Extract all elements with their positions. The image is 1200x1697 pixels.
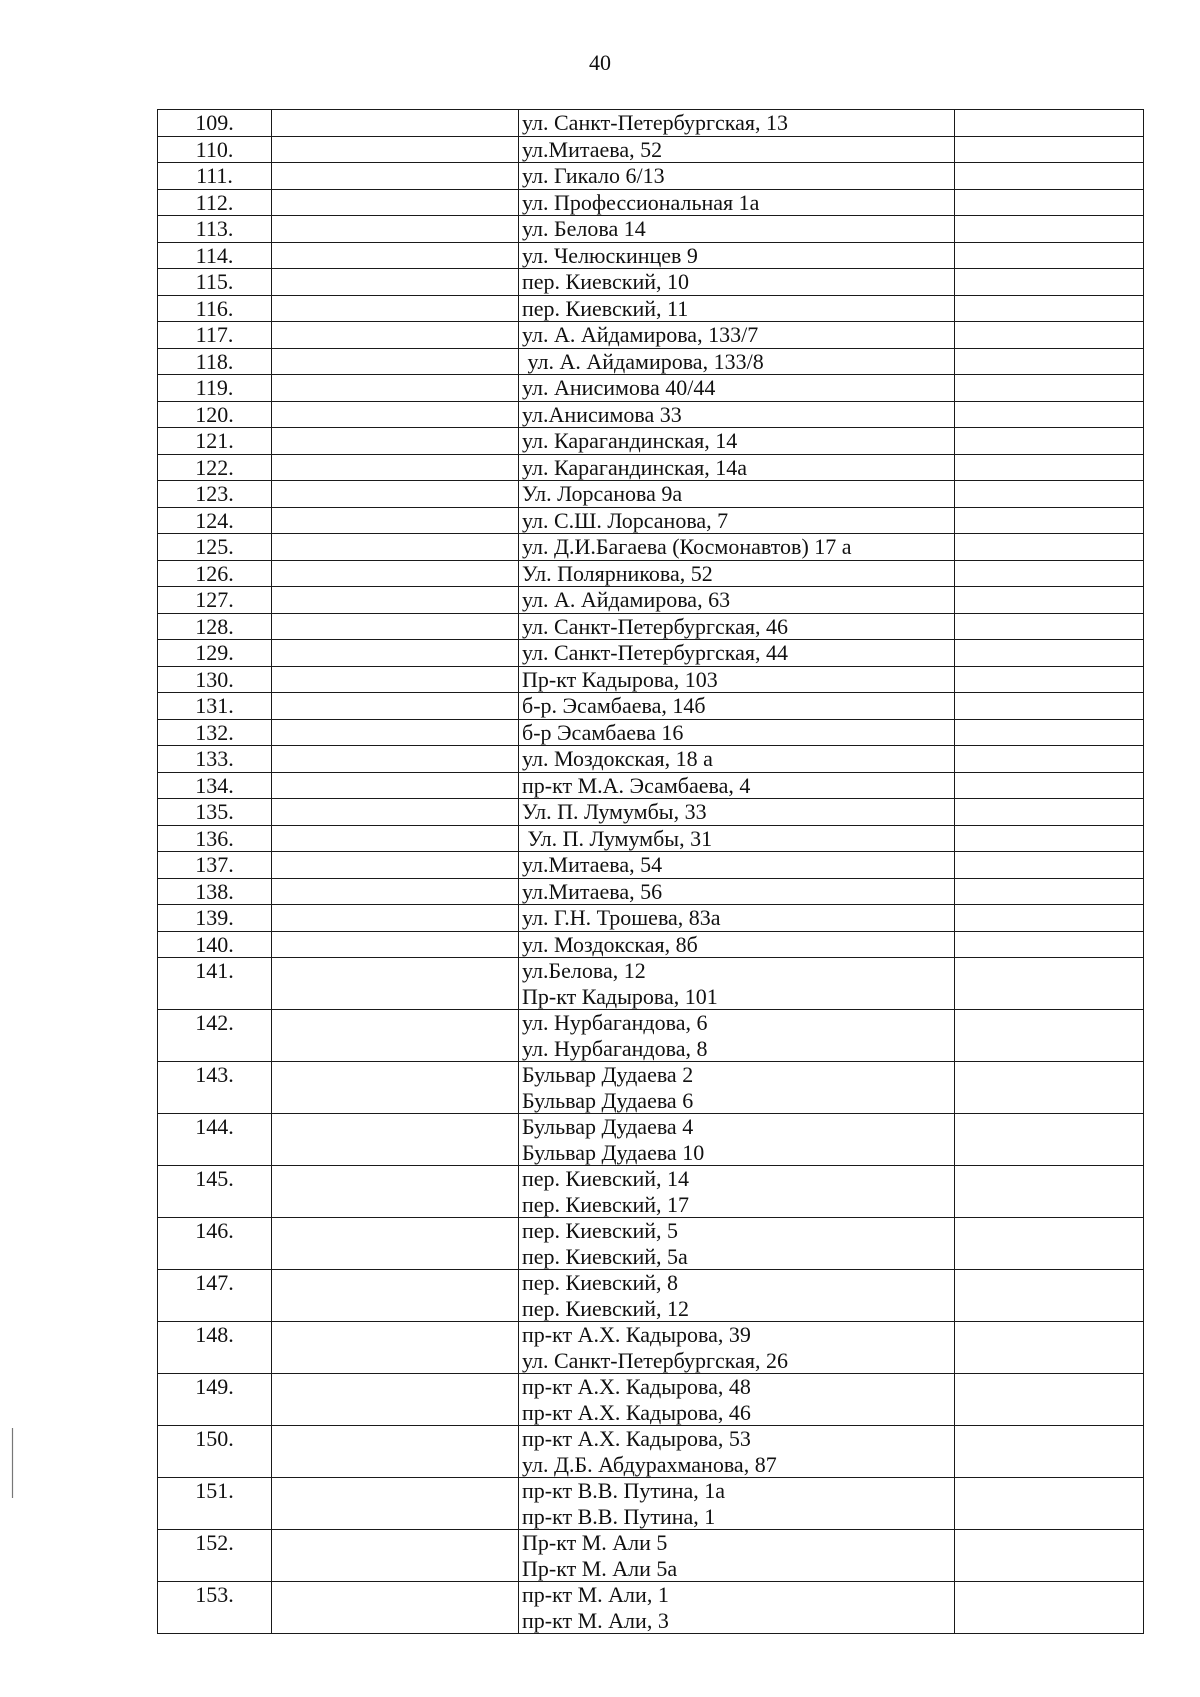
table-row: [158, 348, 1144, 375]
name-cell: [272, 401, 519, 428]
name-cell: [272, 216, 519, 243]
table-row: [158, 1166, 1144, 1218]
address-cell: [519, 587, 955, 614]
table-row: [158, 1322, 1144, 1374]
address-cell: [519, 295, 955, 322]
address-cell: [519, 640, 955, 667]
address-cell: [519, 1270, 955, 1322]
name-cell: [272, 878, 519, 905]
address-line: пер. Киевский, 5а: [522, 1243, 688, 1269]
row-number: 112.: [158, 189, 272, 216]
address-line: ул. Белова 14: [522, 216, 646, 241]
notes-cell: [955, 560, 1144, 587]
table-row: [158, 401, 1144, 428]
page-number: 40: [589, 50, 611, 75]
address-cell: [519, 1166, 955, 1218]
name-cell: [272, 905, 519, 932]
table-row: [158, 905, 1144, 932]
address-line: Бульвар Дудаева 2: [522, 1062, 694, 1087]
notes-cell: [955, 216, 1144, 243]
name-cell: [272, 189, 519, 216]
name-cell: [272, 534, 519, 561]
address-line: ул. Челюскинцев 9: [522, 242, 698, 268]
notes-cell: [955, 454, 1144, 481]
table-row: [158, 189, 1144, 216]
address-cell: [519, 242, 955, 269]
name-cell: [272, 375, 519, 402]
address-line: ул. А. Айдамирова, 133/8: [522, 348, 764, 374]
table-row: [158, 719, 1144, 746]
name-cell: [272, 428, 519, 455]
address-line: пер. Киевский, 5: [522, 1218, 679, 1243]
table-row: [158, 507, 1144, 534]
address-line: ул. Анисимова 40/44: [522, 375, 716, 400]
name-cell: [272, 454, 519, 481]
address-cell: [519, 560, 955, 587]
name-cell: [272, 1218, 519, 1270]
name-cell: [272, 1322, 519, 1374]
address-line: б-р Эсамбаева 16: [522, 719, 684, 745]
address-line: ул. Санкт-Петербургская, 46: [522, 613, 788, 639]
address-cell: [519, 1582, 955, 1634]
address-cell: [519, 375, 955, 402]
notes-cell: [955, 1114, 1144, 1166]
notes-cell: [955, 1010, 1144, 1062]
address-line: б-р. Эсамбаева, 14б: [522, 693, 706, 718]
table-row: [158, 613, 1144, 640]
row-number: 144.: [158, 1114, 272, 1166]
table-row: [158, 640, 1144, 667]
row-number: 139.: [158, 905, 272, 932]
notes-cell: [955, 322, 1144, 349]
table-row: [158, 1270, 1144, 1322]
address-line: Пр-кт Кадырова, 101: [522, 983, 718, 1009]
notes-cell: [955, 189, 1144, 216]
address-line: Бульвар Дудаева 6: [522, 1087, 694, 1113]
name-cell: [272, 799, 519, 826]
name-cell: [272, 322, 519, 349]
address-line: пр-кт А.Х. Кадырова, 53: [522, 1426, 751, 1451]
row-number: 150.: [158, 1426, 272, 1478]
table-row: [158, 1114, 1144, 1166]
name-cell: [272, 640, 519, 667]
table-row: [158, 772, 1144, 799]
address-line: Пр-кт Кадырова, 103: [522, 666, 718, 692]
address-cell: [519, 401, 955, 428]
table-row: [158, 746, 1144, 773]
address-line: ул. Профессиональная 1а: [522, 189, 760, 215]
name-cell: [272, 1426, 519, 1478]
address-line: ул. Нурбагандова, 8: [522, 1035, 708, 1061]
row-number: 115.: [158, 269, 272, 296]
table-row: [158, 587, 1144, 614]
address-cell: [519, 1374, 955, 1426]
row-number: 143.: [158, 1062, 272, 1114]
notes-cell: [955, 295, 1144, 322]
row-number: 148.: [158, 1322, 272, 1374]
address-line: Пр-кт М. Али 5: [522, 1530, 668, 1555]
notes-cell: [955, 746, 1144, 773]
table-row: [158, 534, 1144, 561]
address-cell: [519, 1530, 955, 1582]
address-cell: [519, 481, 955, 508]
table-row: [158, 560, 1144, 587]
address-line: пр-кт В.В. Путина, 1: [522, 1503, 716, 1529]
address-cell: [519, 1114, 955, 1166]
address-cell: [519, 534, 955, 561]
name-cell: [272, 136, 519, 163]
row-number: 123.: [158, 481, 272, 508]
address-cell: [519, 878, 955, 905]
table-row: [158, 269, 1144, 296]
row-number: 133.: [158, 746, 272, 773]
address-cell: [519, 905, 955, 932]
row-number: 140.: [158, 931, 272, 958]
name-cell: [272, 110, 519, 137]
notes-cell: [955, 1166, 1144, 1218]
address-line: Пр-кт М. Али 5а: [522, 1555, 678, 1581]
notes-cell: [955, 772, 1144, 799]
notes-cell: [955, 825, 1144, 852]
row-number: 129.: [158, 640, 272, 667]
name-cell: [272, 1478, 519, 1530]
address-line: пр-кт А.Х. Кадырова, 46: [522, 1399, 751, 1425]
name-cell: [272, 348, 519, 375]
table-row: [158, 666, 1144, 693]
address-cell: [519, 1322, 955, 1374]
address-line: ул.Митаева, 54: [522, 852, 663, 877]
notes-cell: [955, 1478, 1144, 1530]
address-cell: [519, 136, 955, 163]
table-row: [158, 428, 1144, 455]
address-cell: [519, 852, 955, 879]
notes-cell: [955, 640, 1144, 667]
address-table-body: [158, 110, 1144, 1634]
table-row: [158, 1218, 1144, 1270]
address-line: пер. Киевский, 8: [522, 1270, 679, 1295]
address-table-container: [157, 109, 1143, 1634]
address-cell: [519, 322, 955, 349]
row-number: 134.: [158, 772, 272, 799]
address-cell: [519, 799, 955, 826]
address-cell: [519, 163, 955, 190]
address-table: [157, 109, 1144, 1634]
row-number: 141.: [158, 958, 272, 1010]
row-number: 142.: [158, 1010, 272, 1062]
name-cell: [272, 719, 519, 746]
name-cell: [272, 242, 519, 269]
row-number: 114.: [158, 242, 272, 269]
notes-cell: [955, 1374, 1144, 1426]
address-cell: [519, 216, 955, 243]
address-cell: [519, 746, 955, 773]
notes-cell: [955, 587, 1144, 614]
notes-cell: [955, 1270, 1144, 1322]
table-row: [158, 1374, 1144, 1426]
row-number: 130.: [158, 666, 272, 693]
address-cell: [519, 1478, 955, 1530]
address-line: ул.Митаева, 56: [522, 878, 663, 904]
table-row: [158, 878, 1144, 905]
row-number: 149.: [158, 1374, 272, 1426]
address-line: ул. Карагандинская, 14: [522, 428, 738, 453]
row-number: 137.: [158, 852, 272, 879]
table-row: [158, 1530, 1144, 1582]
table-row: [158, 693, 1144, 720]
address-line: пер. Киевский, 14: [522, 1166, 690, 1191]
name-cell: [272, 481, 519, 508]
notes-cell: [955, 1530, 1144, 1582]
name-cell: [272, 1374, 519, 1426]
address-cell: [519, 719, 955, 746]
address-cell: [519, 958, 955, 1010]
address-cell: [519, 348, 955, 375]
row-number: 138.: [158, 878, 272, 905]
address-line: ул. Моздокская, 18 а: [522, 746, 713, 771]
address-line: ул. С.Ш. Лорсанова, 7: [522, 507, 729, 533]
row-number: 145.: [158, 1166, 272, 1218]
table-row: [158, 454, 1144, 481]
address-cell: [519, 666, 955, 693]
address-cell: [519, 1062, 955, 1114]
row-number: 147.: [158, 1270, 272, 1322]
name-cell: [272, 1062, 519, 1114]
address-line: Ул. Лорсанова 9а: [522, 481, 683, 506]
notes-cell: [955, 799, 1144, 826]
row-number: 131.: [158, 693, 272, 720]
name-cell: [272, 295, 519, 322]
notes-cell: [955, 852, 1144, 879]
name-cell: [272, 931, 519, 958]
address-line: Бульвар Дудаева 4: [522, 1114, 694, 1139]
row-number: 109.: [158, 110, 272, 137]
address-cell: [519, 772, 955, 799]
address-line: ул. Санкт-Петербургская, 13: [522, 110, 788, 135]
row-number: 120.: [158, 401, 272, 428]
address-line: пер. Киевский, 10: [522, 269, 690, 294]
row-number: 111.: [158, 163, 272, 190]
notes-cell: [955, 348, 1144, 375]
row-number: 126.: [158, 560, 272, 587]
row-number: 152.: [158, 1530, 272, 1582]
row-number: 151.: [158, 1478, 272, 1530]
row-number: 119.: [158, 375, 272, 402]
notes-cell: [955, 1426, 1144, 1478]
table-row: [158, 163, 1144, 190]
name-cell: [272, 1582, 519, 1634]
address-line: пер. Киевский, 12: [522, 1295, 690, 1321]
address-line: Ул. Полярникова, 52: [522, 560, 713, 586]
name-cell: [272, 1270, 519, 1322]
notes-cell: [955, 931, 1144, 958]
address-line: Бульвар Дудаева 10: [522, 1139, 705, 1165]
notes-cell: [955, 1582, 1144, 1634]
name-cell: [272, 269, 519, 296]
row-number: 132.: [158, 719, 272, 746]
notes-cell: [955, 375, 1144, 402]
notes-cell: [955, 481, 1144, 508]
notes-cell: [955, 905, 1144, 932]
notes-cell: [955, 1218, 1144, 1270]
notes-cell: [955, 693, 1144, 720]
notes-cell: [955, 136, 1144, 163]
address-cell: [519, 507, 955, 534]
table-row: [158, 216, 1144, 243]
address-line: ул. Г.Н. Трошева, 83а: [522, 905, 721, 930]
address-line: пр-кт М.А. Эсамбаева, 4: [522, 772, 751, 798]
name-cell: [272, 163, 519, 190]
table-row: [158, 110, 1144, 137]
row-number: 113.: [158, 216, 272, 243]
notes-cell: [955, 507, 1144, 534]
row-number: 125.: [158, 534, 272, 561]
name-cell: [272, 1166, 519, 1218]
table-row: [158, 242, 1144, 269]
address-cell: [519, 693, 955, 720]
address-line: пр-кт М. Али, 1: [522, 1582, 669, 1607]
row-number: 153.: [158, 1582, 272, 1634]
address-cell: [519, 269, 955, 296]
notes-cell: [955, 534, 1144, 561]
address-cell: [519, 825, 955, 852]
table-row: [158, 799, 1144, 826]
table-row: [158, 931, 1144, 958]
row-number: 117.: [158, 322, 272, 349]
table-row: [158, 1478, 1144, 1530]
notes-cell: [955, 878, 1144, 905]
notes-cell: [955, 163, 1144, 190]
table-row: [158, 825, 1144, 852]
notes-cell: [955, 401, 1144, 428]
address-line: пр-кт М. Али, 3: [522, 1607, 669, 1633]
name-cell: [272, 772, 519, 799]
notes-cell: [955, 110, 1144, 137]
row-number: 135.: [158, 799, 272, 826]
notes-cell: [955, 269, 1144, 296]
row-number: 110.: [158, 136, 272, 163]
table-row: [158, 375, 1144, 402]
margin-mark: [11, 1428, 14, 1498]
address-line: ул. Нурбагандова, 6: [522, 1010, 708, 1035]
table-row: [158, 958, 1144, 1010]
table-row: [158, 136, 1144, 163]
address-line: пр-кт А.Х. Кадырова, 39: [522, 1322, 751, 1347]
row-number: 124.: [158, 507, 272, 534]
name-cell: [272, 1010, 519, 1062]
table-row: [158, 322, 1144, 349]
address-cell: [519, 613, 955, 640]
table-row: [158, 1582, 1144, 1634]
name-cell: [272, 746, 519, 773]
address-line: пр-кт А.Х. Кадырова, 48: [522, 1374, 751, 1399]
row-number: 136.: [158, 825, 272, 852]
table-row: [158, 481, 1144, 508]
address-line: пер. Киевский, 11: [522, 295, 689, 321]
address-line: Ул. П. Лумумбы, 31: [522, 825, 713, 851]
address-line: пер. Киевский, 17: [522, 1191, 690, 1217]
row-number: 122.: [158, 454, 272, 481]
address-line: Ул. П. Лумумбы, 33: [522, 799, 707, 824]
address-line: ул.Белова, 12: [522, 958, 646, 983]
name-cell: [272, 666, 519, 693]
notes-cell: [955, 666, 1144, 693]
name-cell: [272, 825, 519, 852]
row-number: 128.: [158, 613, 272, 640]
notes-cell: [955, 1062, 1144, 1114]
address-line: пр-кт В.В. Путина, 1а: [522, 1478, 726, 1503]
notes-cell: [955, 1322, 1144, 1374]
row-number: 127.: [158, 587, 272, 614]
row-number: 118.: [158, 348, 272, 375]
address-cell: [519, 1426, 955, 1478]
address-line: ул. А. Айдамирова, 63: [522, 587, 731, 612]
row-number: 121.: [158, 428, 272, 455]
address-line: ул.Анисимова 33: [522, 401, 682, 427]
address-line: ул. Д.Б. Абдурахманова, 87: [522, 1451, 777, 1477]
name-cell: [272, 507, 519, 534]
name-cell: [272, 1530, 519, 1582]
name-cell: [272, 587, 519, 614]
address-line: ул. Санкт-Петербургская, 26: [522, 1347, 788, 1373]
name-cell: [272, 560, 519, 587]
address-line: ул. Санкт-Петербургская, 44: [522, 640, 788, 665]
table-row: [158, 852, 1144, 879]
table-row: [158, 1426, 1144, 1478]
name-cell: [272, 613, 519, 640]
address-line: ул.Митаева, 52: [522, 136, 663, 162]
row-number: 146.: [158, 1218, 272, 1270]
name-cell: [272, 693, 519, 720]
address-cell: [519, 1218, 955, 1270]
notes-cell: [955, 958, 1144, 1010]
address-cell: [519, 454, 955, 481]
table-row: [158, 1010, 1144, 1062]
table-row: [158, 295, 1144, 322]
address-line: ул. Карагандинская, 14а: [522, 454, 747, 480]
address-cell: [519, 428, 955, 455]
address-cell: [519, 1010, 955, 1062]
address-line: ул. Моздокская, 8б: [522, 931, 698, 957]
notes-cell: [955, 428, 1144, 455]
address-line: ул. А. Айдамирова, 133/7: [522, 322, 759, 347]
address-line: ул. Д.И.Багаева (Космонавтов) 17 а: [522, 534, 852, 559]
notes-cell: [955, 613, 1144, 640]
name-cell: [272, 958, 519, 1010]
notes-cell: [955, 719, 1144, 746]
address-line: ул. Гикало 6/13: [522, 163, 665, 188]
row-number: 116.: [158, 295, 272, 322]
notes-cell: [955, 242, 1144, 269]
table-row: [158, 1062, 1144, 1114]
address-cell: [519, 931, 955, 958]
address-cell: [519, 110, 955, 137]
name-cell: [272, 1114, 519, 1166]
name-cell: [272, 852, 519, 879]
address-cell: [519, 189, 955, 216]
